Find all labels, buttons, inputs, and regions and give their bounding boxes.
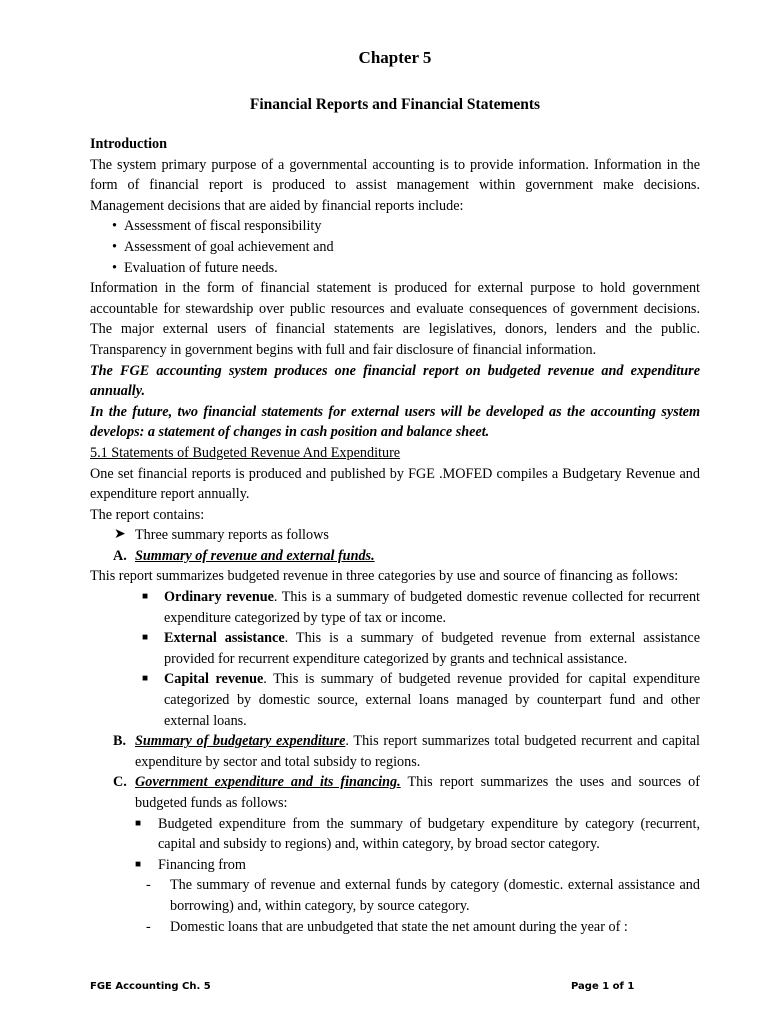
list-item: • Assessment of goal achievement and bbox=[90, 237, 700, 258]
list-item: - The summary of revenue and external funds by category (domestic. external assistance and borrowing) and, within category, by source category. bbox=[146, 877, 700, 914]
chapter-heading: Chapter 5 bbox=[358, 48, 432, 67]
dash-bullet-icon: - bbox=[146, 918, 151, 935]
square-bullet-icon: ■ bbox=[142, 591, 149, 603]
section-heading: 5.1 Statements of Budgeted Revenue And Expenditure bbox=[90, 444, 401, 461]
list-item: ■ Capital revenue. This is summary of budgeted revenue provided for capital expenditure categorized by domestic source, external loans managed by counterpart fund and other external loans. bbox=[142, 671, 700, 729]
square-bullet-icon: ■ bbox=[135, 858, 142, 870]
footer-page-number: Page 1 of 1 bbox=[571, 981, 635, 992]
intro-paragraph: The system primary purpose of a governmental accounting is to provide information. Information in the form of financial report is produced to assist management within government make decisions. Management decisions that are aided by financial reports include: bbox=[90, 156, 700, 214]
list-item: - Domestic loans that are unbudgeted that state the net amount during the year of : bbox=[90, 917, 700, 938]
list-item: • Assessment of fiscal responsibility bbox=[90, 216, 700, 237]
square-bullet-icon: ■ bbox=[135, 817, 142, 829]
list-item: • Evaluation of future needs. bbox=[90, 258, 700, 279]
footer-left: FGE Accounting Ch. 5 bbox=[90, 981, 211, 992]
list-item-a: A. Summary of revenue and external funds. bbox=[113, 547, 375, 564]
list-item: ■ Budgeted expenditure from the summary of budgetary expenditure by category (recurrent, capital and subsidy to regions) and, within category, by broad sector category. bbox=[135, 815, 700, 853]
list-item-c: C. Government expenditure and its financing. This report summarizes the uses and sources of budgeted funds as follows: bbox=[113, 774, 700, 811]
list-item: ■ Ordinary revenue. This is a summary of budgeted domestic revenue collected for recurrent expenditure categorized by type of tax or income. bbox=[142, 589, 700, 626]
dash-bullet-icon: - bbox=[146, 877, 151, 894]
section-paragraph: This report summarizes budgeted revenue in three categories by use and source of financing as follows: bbox=[90, 568, 679, 585]
page-title: Financial Reports and Financial Statements bbox=[249, 96, 541, 113]
section-paragraph: One set financial reports is produced and published by FGE .MOFED compiles a Budgetary Revenue and expenditure report annually. bbox=[90, 465, 700, 503]
section-paragraph: The report contains: bbox=[90, 506, 205, 523]
emphasis-paragraph: The FGE accounting system produces one financial report on budgeted revenue and expenditure annually. bbox=[90, 362, 700, 400]
list-item-b: B. Summary of budgetary expenditure. This report summarizes total budgeted recurrent and capital expenditure by sector and total subsidy to regions. bbox=[113, 733, 700, 770]
bullet-icon: • bbox=[112, 218, 117, 235]
arrow-bullet-icon: ➤ bbox=[114, 527, 126, 543]
document-page bbox=[90, 46, 700, 937]
emphasis-paragraph: In the future, two financial statements for external users will be developed as the accounting system develops: a statement of changes in cash position and balance sheet. bbox=[90, 403, 700, 441]
square-bullet-icon: ■ bbox=[142, 632, 149, 644]
square-bullet-icon: ■ bbox=[142, 673, 149, 685]
list-item: ➤ Three summary reports as follows bbox=[90, 525, 700, 546]
list-item: ■ Financing from bbox=[90, 855, 700, 876]
list-item: ■ External assistance. This is a summary of budgeted revenue from external assistance provided for recurrent expenditure categorized by grants and technical assistance. bbox=[142, 630, 700, 667]
statement-paragraph: Information in the form of financial statement is produced for external purpose to hold government accountable for stewardship over public resources and evaluate consequences of government decisions. The major external users of financial statements are legislatives, donors, lenders and the public. Transparency in government begins with full and fair disclosure of financial information. bbox=[90, 280, 700, 358]
intro-heading: Introduction bbox=[90, 136, 167, 152]
bullet-icon: • bbox=[112, 238, 117, 255]
bullet-icon: • bbox=[112, 259, 117, 276]
